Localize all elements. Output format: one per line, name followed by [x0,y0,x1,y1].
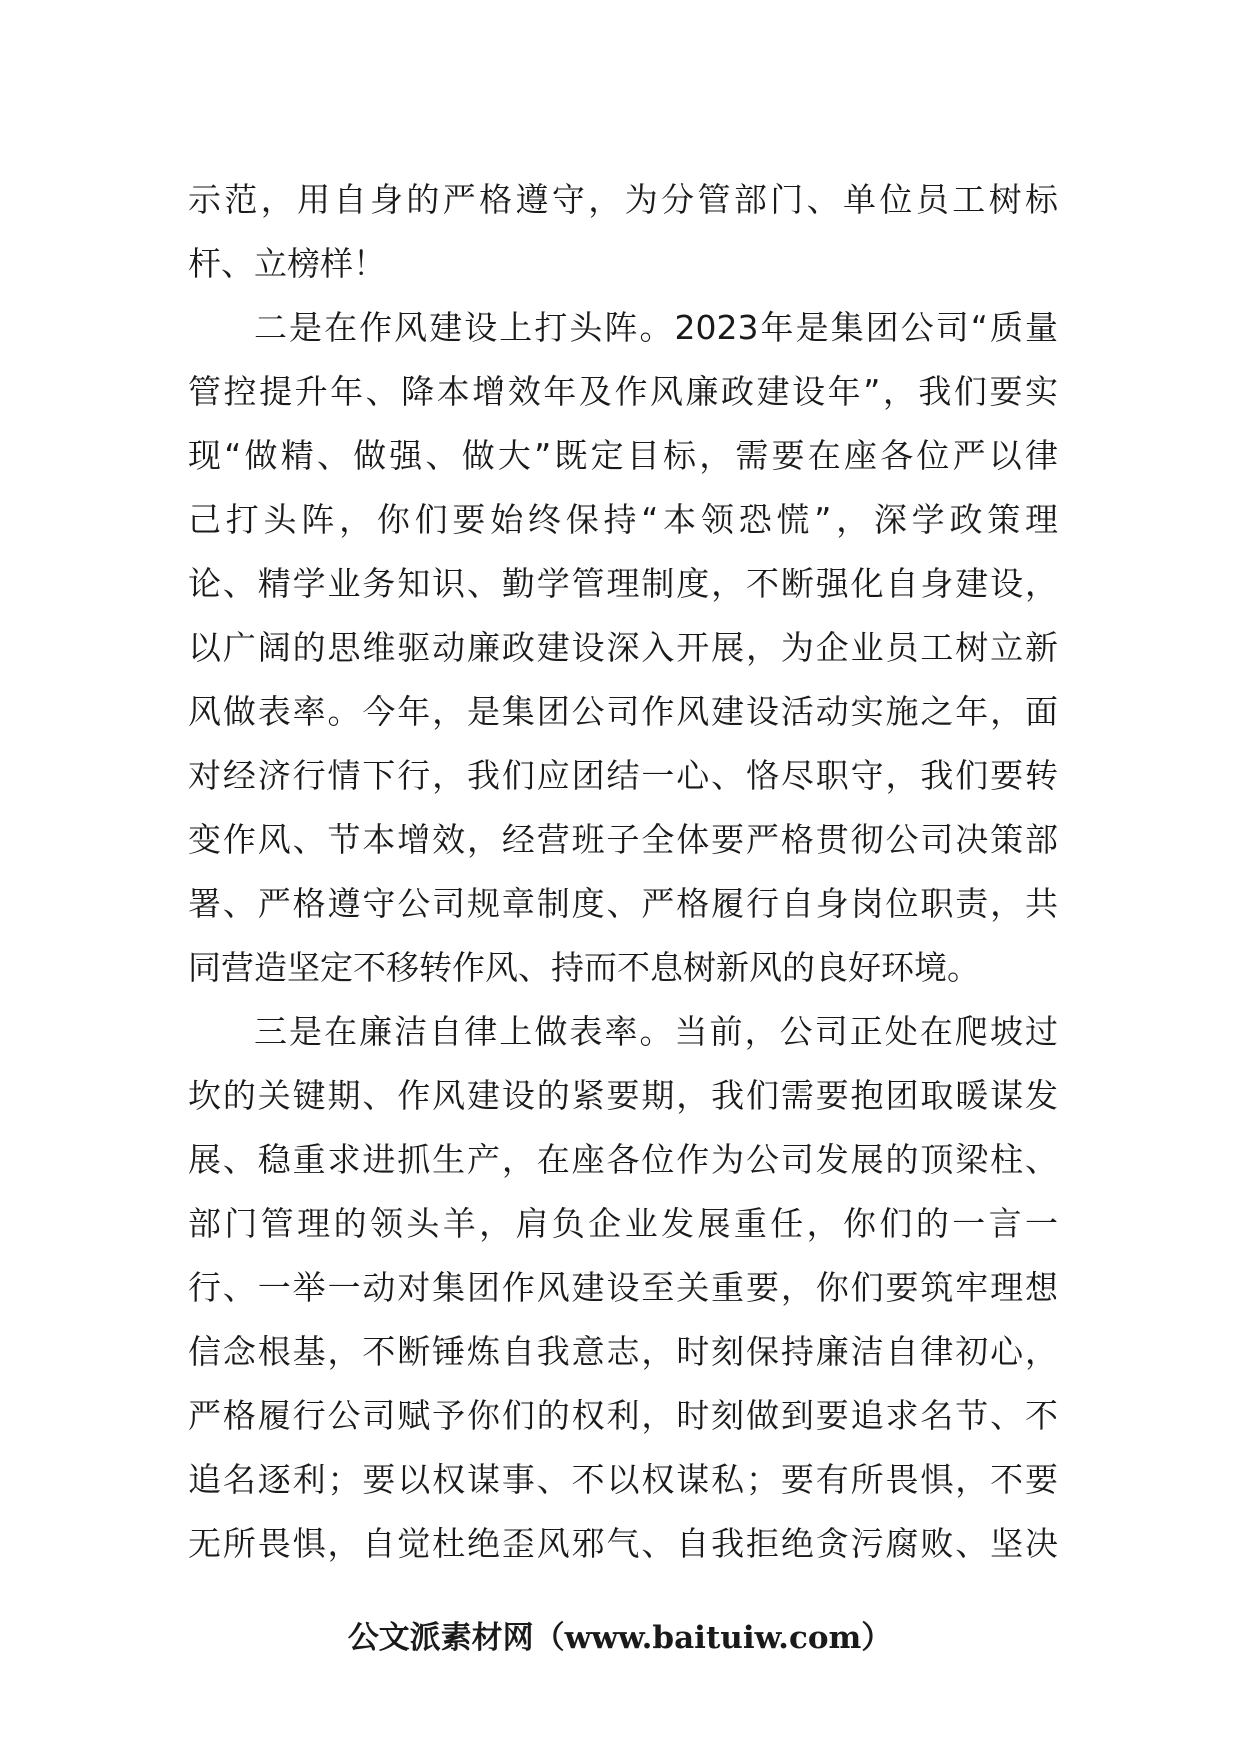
text-line: 三是在廉洁自律上做表率。当前，公司正处在爬坡过 [254,1012,1058,1051]
text-line: 坎的关键期、作风建设的紧要期，我们需要抱团取暖谋发 [188,1076,1058,1115]
document-body [188,168,1058,1576]
text-line: 对经济行情下行，我们应团结一心、恪尽职守，我们要转 [188,756,1058,795]
text-line: 示范，用自身的严格遵守，为分管部门、单位员工树标 [188,180,1058,219]
text-line: 管控提升年、降本增效年及作风廉政建设年”，我们要实 [188,372,1058,411]
text-line: 己打头阵，你们要始终保持“本领恐慌”，深学政策理 [188,500,1058,539]
text-line: 杆、立榜样！ [188,244,386,283]
text-line: 以广阔的思维驱动廉政建设深入开展，为企业员工树立新 [188,628,1058,667]
text-line: 风做表率。今年，是集团公司作风建设活动实施之年，面 [188,692,1058,731]
text-line: 无所畏惧，自觉杜绝歪风邪气、自我拒绝贪污腐败、坚决 [188,1524,1058,1563]
text-line: 二是在作风建设上打头阵。2023年是集团公司“质量 [254,308,1058,347]
text-line: 论、精学业务知识、勤学管理制度，不断强化自身建设， [188,564,1058,603]
text-line: 展、稳重求进抓生产，在座各位作为公司发展的顶梁柱、 [188,1140,1058,1179]
text-line: 信念根基，不断锤炼自我意志，时刻保持廉洁自律初心， [188,1332,1058,1371]
text-line: 现“做精、做强、做大”既定目标，需要在座各位严以律 [188,436,1058,475]
text-line: 变作风、节本增效，经营班子全体要严格贯彻公司决策部 [188,820,1058,859]
text-line: 追名逐利；要以权谋事、不以权谋私；要有所畏惧，不要 [188,1460,1058,1499]
text-line: 严格履行公司赋予你们的权利，时刻做到要追求名节、不 [188,1396,1058,1435]
text-line: 部门管理的领头羊，肩负企业发展重任，你们的一言一 [188,1204,1058,1243]
footer-watermark: 公文派素材网（www.baituiw.com） [347,1620,893,1656]
text-line: 行、一举一动对集团作风建设至关重要，你们要筑牢理想 [188,1268,1058,1307]
text-line: 同营造坚定不移转作风、持而不息树新风的良好环境。 [188,948,980,987]
text-line: 署、严格遵守公司规章制度、严格履行自身岗位职责，共 [188,884,1058,923]
